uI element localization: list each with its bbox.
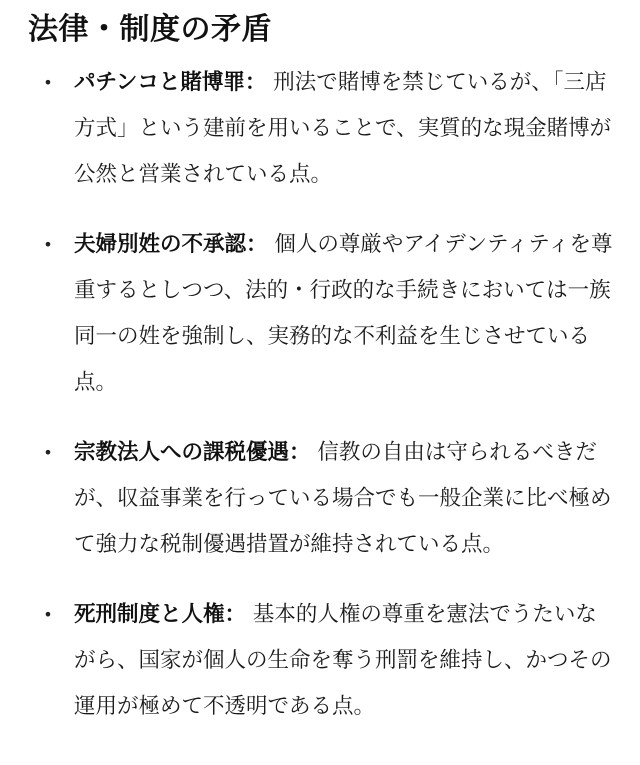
item-term: 死刑制度と人権： <box>74 602 247 627</box>
list-item <box>28 430 616 568</box>
bullet-icon: • <box>43 235 53 254</box>
item-description: 信教の自由は守られるべきだが、収益事業を行っている場合でも一般企業に比べ極めて強力な税制優遇措置が維持されている点。 <box>74 440 612 557</box>
item-description: 刑法で賭博を禁じているが、「三店方式」という建前を用いることで、実質的な現金賭博が公然と営業されている点。 <box>74 70 612 187</box>
section-heading: 法律・制度の矛盾 <box>28 12 272 47</box>
item-term: パチンコと賭博罪： <box>74 70 267 95</box>
bullet-icon: • <box>43 605 53 624</box>
bullet-icon: • <box>43 443 53 462</box>
list-item <box>28 222 616 406</box>
bullet-icon: • <box>43 73 53 92</box>
list-item <box>28 592 616 730</box>
contradiction-list <box>28 60 616 730</box>
list-item <box>28 60 616 198</box>
item-term: 夫婦別姓の不承認： <box>74 232 268 257</box>
item-term: 宗教法人への課税優遇： <box>74 440 311 465</box>
item-description: 個人の尊厳やアイデンティティを尊重するとしつつ、法的・行政的な手続きにおいては一族同一の姓を強制し、実務的な不利益を生じさせている点。 <box>74 232 613 395</box>
item-description: 基本的人権の尊重を憲法でうたいながら、国家が個人の生命を奪う刑罰を維持し、かつその運用が極めて不透明である点。 <box>74 602 612 719</box>
